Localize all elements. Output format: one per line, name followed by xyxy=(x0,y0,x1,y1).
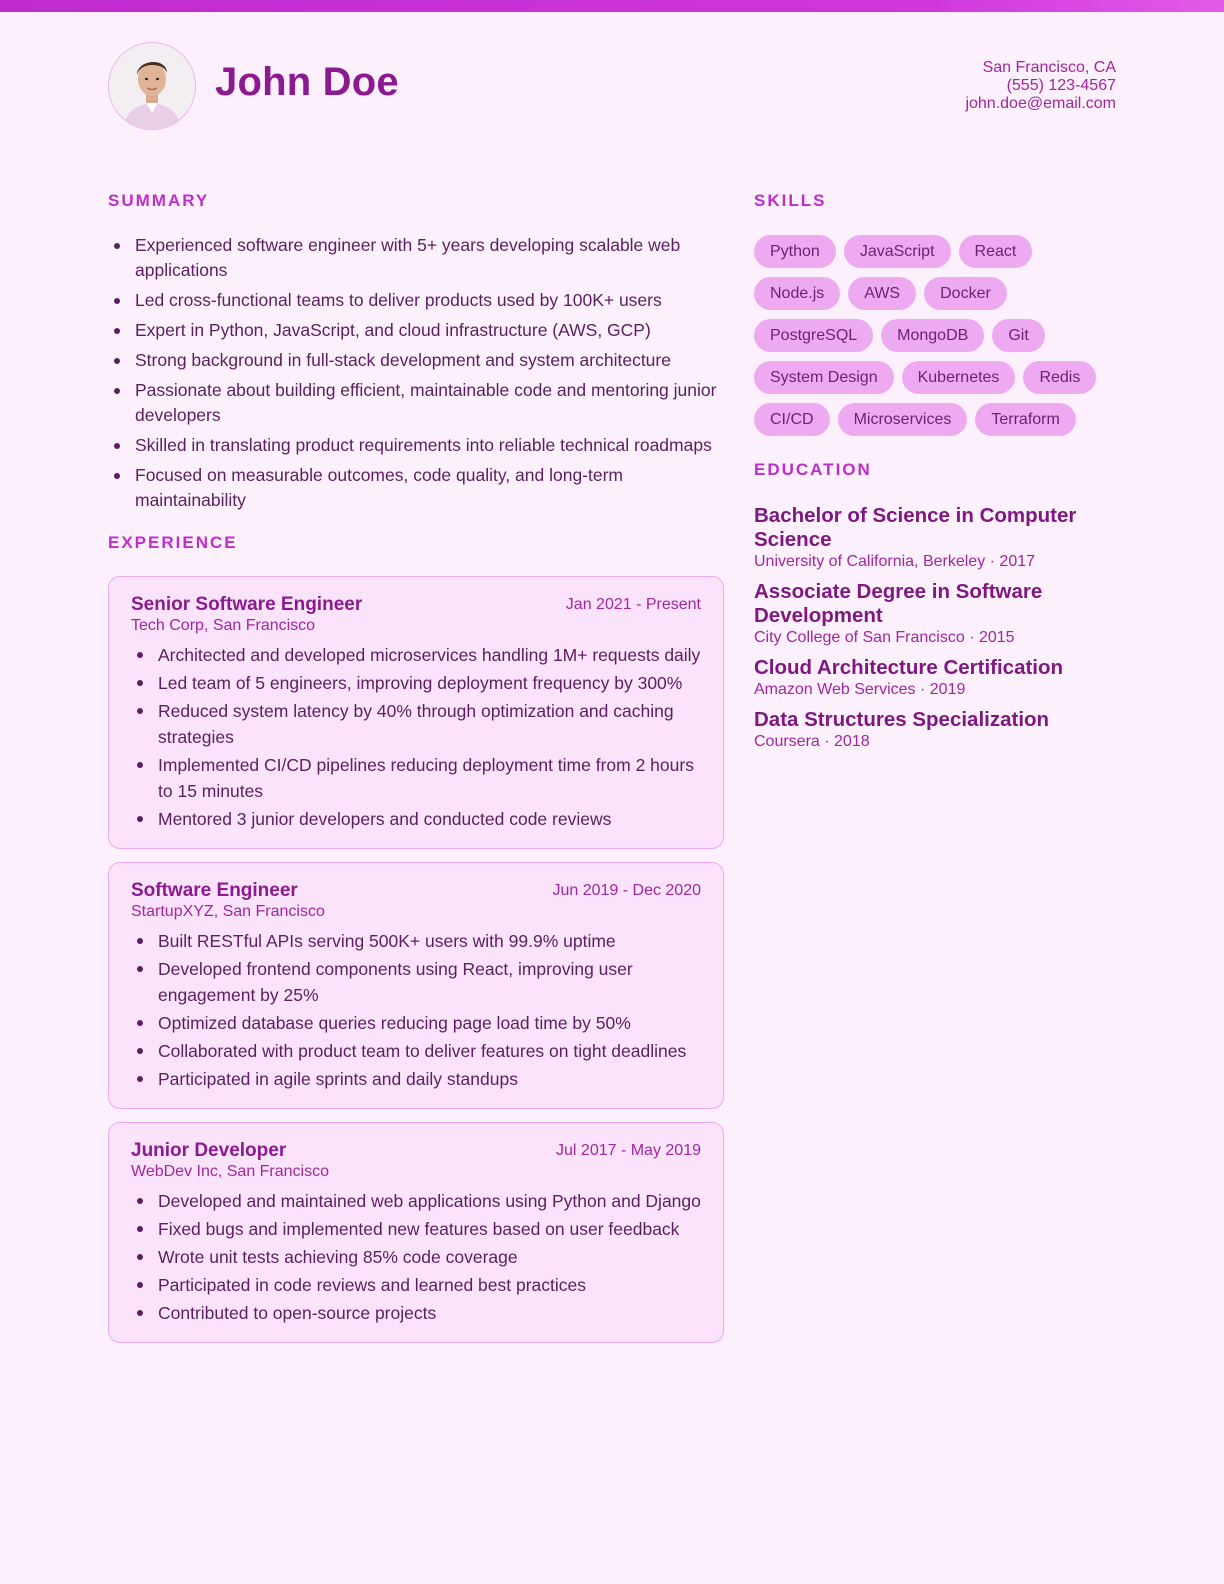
skill-tag: React xyxy=(959,235,1033,268)
skill-tag: AWS xyxy=(848,277,916,310)
degree-title: Associate Degree in Software Development xyxy=(754,580,1043,627)
skill-tag: Kubernetes xyxy=(902,361,1016,394)
skill-tag: Git xyxy=(992,319,1044,352)
summary-item: Focused on measurable outcomes, code quality, and long-term maintainability xyxy=(108,463,725,513)
summary-item: Expert in Python, JavaScript, and cloud infrastructure (AWS, GCP) xyxy=(108,318,725,343)
education-item xyxy=(754,656,1124,699)
degree-title: Bachelor of Science in Computer Science xyxy=(754,504,1077,551)
degree-meta: City College of San Francisco · 2015 xyxy=(754,629,1015,646)
job-bullets xyxy=(131,928,701,1092)
job-bullet: Mentored 3 junior developers and conducted code reviews xyxy=(131,806,701,832)
degree-year: 2015 xyxy=(978,629,1015,646)
job-company: WebDev Inc, San Francisco xyxy=(131,1163,330,1180)
skill-tag: Redis xyxy=(1023,361,1096,394)
summary-heading: SUMMARY xyxy=(108,191,210,210)
degree-year: 2019 xyxy=(929,681,966,698)
top-accent-bar xyxy=(0,0,1224,12)
skills-heading: SKILLS xyxy=(754,191,827,210)
degree-meta: Coursera · 2018 xyxy=(754,733,870,750)
skill-tag: Docker xyxy=(924,277,1007,310)
job-bullet: Implemented CI/CD pipelines reducing deployment time from 2 hours to 15 minutes xyxy=(131,752,701,804)
job-bullet: Wrote unit tests achieving 85% code coverage xyxy=(131,1244,701,1270)
job-title: Senior Software Engineer xyxy=(131,594,363,615)
phone-text: (555) 123-4567 xyxy=(1006,77,1116,94)
job-bullet: Participated in agile sprints and daily standups xyxy=(131,1066,701,1092)
skill-tag: JavaScript xyxy=(844,235,951,268)
summary-item: Passionate about building efficient, maintainable code and mentoring junior developers xyxy=(108,378,725,428)
skill-tag: System Design xyxy=(754,361,894,394)
summary-list xyxy=(108,233,725,513)
job-title: Junior Developer xyxy=(131,1140,287,1161)
job-bullets xyxy=(131,642,701,832)
summary-item: Skilled in translating product requirements into reliable technical roadmaps xyxy=(108,433,725,458)
job-company: StartupXYZ, San Francisco xyxy=(131,903,325,920)
job-bullet: Reduced system latency by 40% through optimization and caching strategies xyxy=(131,698,701,750)
left-column xyxy=(108,191,725,1356)
skill-tag: CI/CD xyxy=(754,403,830,436)
degree-title: Data Structures Specialization xyxy=(754,708,1050,731)
education-item xyxy=(754,504,1124,571)
email-link[interactable]: john.doe@email.com xyxy=(965,95,1116,112)
contact-info xyxy=(965,59,1116,113)
job-bullet: Developed and maintained web applications using Python and Django xyxy=(131,1188,701,1214)
school-name: Coursera xyxy=(754,733,820,750)
degree-title: Cloud Architecture Certification xyxy=(754,656,1064,679)
summary-item: Experienced software engineer with 5+ years developing scalable web applications xyxy=(108,233,725,283)
job-bullet: Fixed bugs and implemented new features based on user feedback xyxy=(131,1216,701,1242)
job-dates: Jul 2017 - May 2019 xyxy=(556,1142,701,1159)
location-text: San Francisco, CA xyxy=(982,59,1116,76)
job-bullet: Collaborated with product team to deliver features on tight deadlines xyxy=(131,1038,701,1064)
job-card xyxy=(108,862,724,1109)
profile-photo-icon xyxy=(109,43,195,129)
school-name: University of California, Berkeley xyxy=(754,553,986,570)
job-bullet: Built RESTful APIs serving 500K+ users with 99.9% uptime xyxy=(131,928,701,954)
job-bullet: Optimized database queries reducing page load time by 50% xyxy=(131,1010,701,1036)
job-bullet: Architected and developed microservices handling 1M+ requests daily xyxy=(131,642,701,668)
job-bullet: Contributed to open-source projects xyxy=(131,1300,701,1326)
avatar xyxy=(108,42,196,130)
job-card xyxy=(108,576,724,849)
summary-item: Led cross-functional teams to deliver products used by 100K+ users xyxy=(108,288,725,313)
job-bullet: Participated in code reviews and learned best practices xyxy=(131,1272,701,1298)
job-bullets xyxy=(131,1188,701,1326)
skills-list xyxy=(754,235,1124,436)
resume-header xyxy=(108,42,1116,132)
skill-tag: Microservices xyxy=(838,403,968,436)
skill-tag: Node.js xyxy=(754,277,840,310)
candidate-name: John Doe xyxy=(215,60,399,104)
experience-heading: EXPERIENCE xyxy=(108,533,238,552)
skill-tag: Terraform xyxy=(975,403,1075,436)
education-item xyxy=(754,580,1124,647)
job-dates: Jun 2019 - Dec 2020 xyxy=(552,882,701,899)
degree-meta: University of California, Berkeley · 2017 xyxy=(754,553,1036,570)
skill-tag: PostgreSQL xyxy=(754,319,873,352)
job-dates: Jan 2021 - Present xyxy=(565,596,701,613)
experience-list xyxy=(108,576,725,1343)
education-list xyxy=(754,504,1124,751)
right-column xyxy=(754,191,1124,760)
school-name: City College of San Francisco xyxy=(754,629,965,646)
skill-tag: MongoDB xyxy=(881,319,984,352)
degree-meta: Amazon Web Services · 2019 xyxy=(754,681,966,698)
school-name: Amazon Web Services xyxy=(754,681,916,698)
job-bullet: Developed frontend components using React, improving user engagement by 25% xyxy=(131,956,701,1008)
skill-tag: Python xyxy=(754,235,836,268)
job-card xyxy=(108,1122,724,1343)
education-heading: EDUCATION xyxy=(754,460,872,479)
job-title: Software Engineer xyxy=(131,880,298,901)
job-company: Tech Corp, San Francisco xyxy=(131,617,316,634)
education-item xyxy=(754,708,1124,751)
degree-year: 2018 xyxy=(834,733,870,750)
degree-year: 2017 xyxy=(999,553,1036,570)
summary-item: Strong background in full-stack development and system architecture xyxy=(108,348,725,373)
job-bullet: Led team of 5 engineers, improving deployment frequency by 300% xyxy=(131,670,701,696)
